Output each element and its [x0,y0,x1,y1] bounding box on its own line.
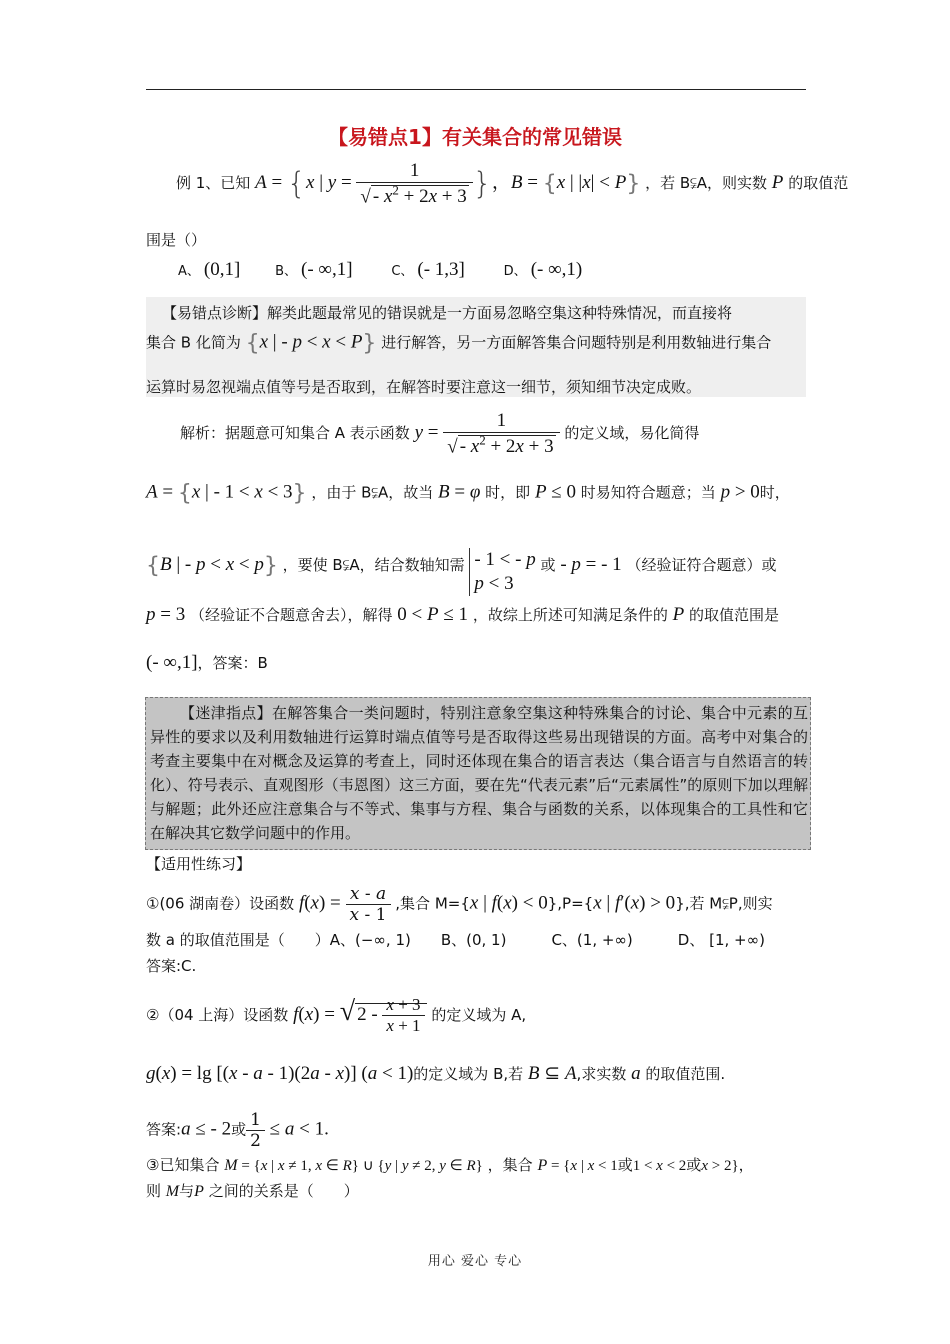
solution-line3: {B | - p < x < p} ，要使 B⫋A，结合数轴知需 - 1 < - p p < 3 或 - p = - 1 （经验证符合题意）或 [146,549,777,594]
tips-box [145,697,811,850]
formula-fraction: $\frac{1}{√ - x^2 + 2x + 3}$ [356,160,472,208]
practice2-answer: 答案:a ≤ - 2或 $\frac{1}{2}$ ≤ a < 1. [146,1110,329,1151]
diagnosis-line2: 集合 B 化简为 {x | - p < x < P} 进行解答，另一方面解答集合问题特别是利用数轴进行集合 [146,331,772,356]
option-a-label: A、 [178,264,200,279]
ex1-mid: ，若 B⫋A，则实数 [645,174,768,193]
header-rule [146,89,806,90]
solution-line2: A = {x | - 1 < x < 3} ，由于 B⫋A，故当 B = φ 时，即 P ≤ 0 时易知符合题意；当 p > 0时， [146,481,790,506]
practice-heading: 【适用性练习】 [146,855,252,873]
formula-set-a: A [255,172,267,194]
option-c-label: C、 [391,264,414,279]
solution-line4: p = 3 （经验证不合题意舍去），解得 0 < P ≤ 1 ，故综上所述可知满足条件的 P 的取值范围是 [146,604,780,625]
practice2-line2: g(x) = lg [(x - a - 1)(2a - x)] (a < 1)的定义域为 B,若 B ⊆ A,求实数 a 的取值范围. [146,1063,726,1084]
option-b-value: (- ∞,1] [301,259,353,280]
practice3-line2: 则 M与P 之间的关系是（ ） [146,1182,359,1200]
option-a-value: (0,1] [203,259,241,280]
example1-options [178,259,582,281]
option-d-label: D、 [503,264,527,279]
option-c-value: (- 1,3] [417,259,465,280]
practice3-line1: ③已知集合 M = {x | x ≠ 1, x ∈ R} ∪ {y | y ≠ 2, y ∈ R} ，集合 P = {x | x < 1或1 < x < 2或x > 2}， [146,1156,754,1174]
page-footer: 用心 爱心 专心 [427,1254,523,1269]
tips-text: 【迷津指点】在解答集合一类问题时，特别注意象空集这种特殊集合的讨论、集合中元素的互异性的要求以及利用数轴进行运算时端点值等号是否取得这些易出现错误的方面。高考中对集合的考查主要集中在对概念及运算的考查上，同时还体现在集合的语言表达（集合语言与自然语言的转化）、符号表示、直观图形（韦恩图）这三方面，要在先“代表元素”后“元素属性”的原则下加以理解与解题；此外还应注意集合与不等式、集事与方程、集合与函数的关系，以体现集合的工具性和它在解决其它数学问题中的作用。 [150,704,808,842]
diagnosis-line1: 【易错点诊断】解类此题最常见的错误就是一方面易忽略空集这种特殊情况，而直接将 [162,304,733,322]
practice1-line1: ①(06 湖南卷）设函数 f(x) = $\frac{x - a}{x - 1}$ ,集合 M={x | f(x) < 0},P={x | f′(x) > 0},若 M⫋P,则实 [146,884,773,925]
practice2-line1: ②（04 上海）设函数 f(x) = √ 2 - $\frac{x + 3}{x + 1}$ 的定义域为 A, [146,995,527,1035]
ex1-prefix: 例 1、已知 [176,174,251,193]
example1-line2: 围是（） [146,231,207,249]
solution-line1: 解析：据题意可知集合 A 表示函数 y = $\frac{1}{√ - x^2 + 2x + 3}$ 的定义域，易化简得 [180,410,700,458]
option-d-value: (- ∞,1) [530,259,583,280]
practice1-line2: 数 a 的取值范围是（ ）A、(−∞, 1) B、(0, 1) C、(1, +∞) D、 [1, +∞) [146,931,765,949]
practice1-answer: 答案:C. [146,957,197,975]
inequality-system: - 1 < - p p < 3 [469,548,535,596]
solution-line5: (- ∞,1]，答案：B [146,652,268,673]
option-b-label: B、 [275,264,298,279]
section-title: 【易错点1】有关集合的常见错误 [328,125,622,149]
example1-line1: 例 1、已知 A = {x | y = $\frac{1}{√ - x^2 + 2x + 3}$ }，B = {x | |x| < P} ，若 B⫋A，则实数 P 的取值范 [176,160,849,208]
ex1-suffix: 的取值范 [788,174,849,193]
diagnosis-line3: 运算时易忽视端点值等号是否取到，在解答时要注意这一细节，须知细节决定成败。 [146,378,702,396]
